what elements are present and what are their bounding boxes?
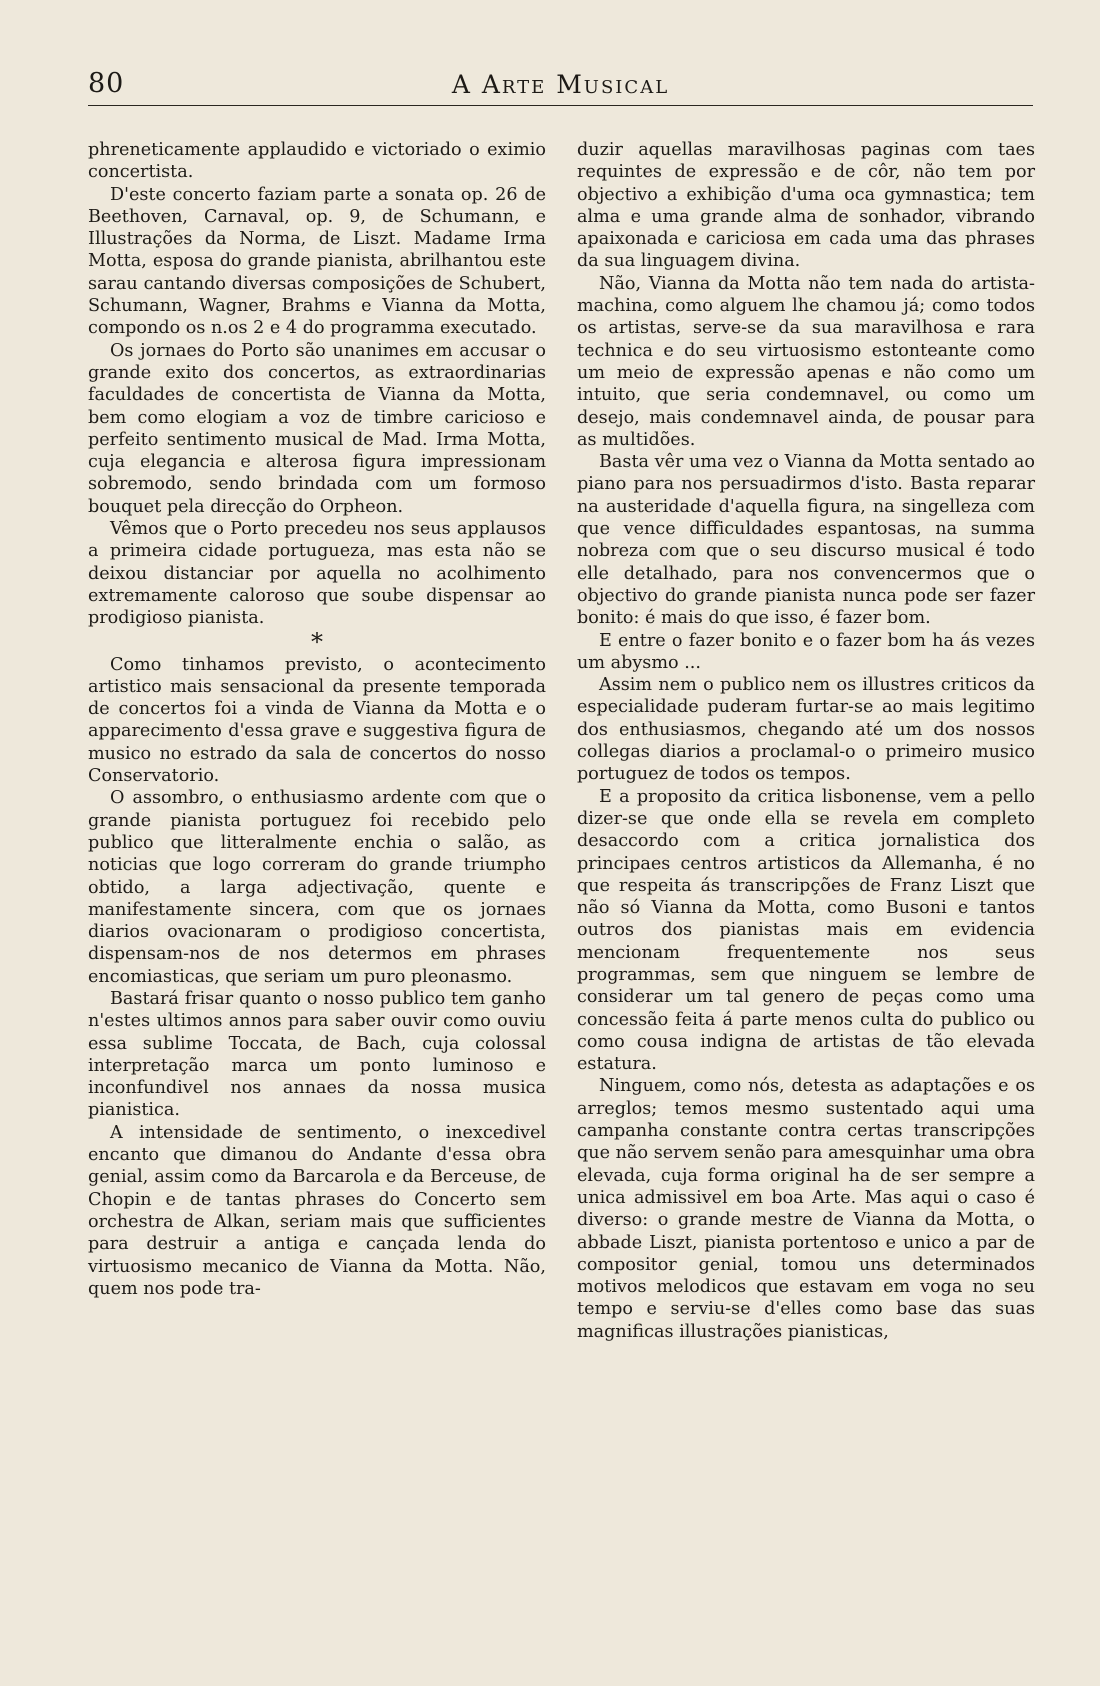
section-separator: * [311, 627, 323, 656]
paragraph: Vêmos que o Porto precedeu nos seus applausos a primeira cidade portugueza, mas esta não se deixou distanciar por aquella no acolhimento extremamente caloroso que soube dispensar ao prodigioso pianista. [88, 519, 546, 629]
paragraph: Bastará frisar quanto o nosso publico tem ganho n'estes ultimos annos para saber ouvir como ouviu essa sublime Toccata, de Bach, cuja colossal interpretação marca um ponto luminoso e inconfundivel nos annaes da nossa musica pianistica. [88, 988, 546, 1121]
paragraph: Não, Vianna da Motta não tem nada do artista-machina, como alguem lhe chamou já; como todos os artistas, serve-se da sua maravilhosa e rara technica e do seu virtuosismo estonteante como um meio de expressão apenas e não como um intuito, que seria condemnavel, ou como um desejo, mais condemnavel ainda, de pousar para as multidões. [577, 273, 1035, 450]
paragraph: A intensidade de sentimento, o inexcedivel encanto que dimanou do Andante d'essa obra genial, assim como da Barcarola e da Berceuse, de Chopin e de tantas phrases do Concerto sem orchestra de Alkan, seriam mais que sufficientes para destruir a antiga e cançada lenda do virtuosismo mecanico de Vianna da Motta. Não, quem nos pode tra- [88, 1122, 546, 1299]
paragraph: Assim nem o publico nem os illustres criticos da especialidade puderam furtar-se ao mais legitimo dos enthusiasmos, chegando até um dos nossos collegas diarios a proclamal-o o primeiro musico portuguez de todos os tempos. [577, 675, 1035, 785]
left-column [88, 139, 546, 1300]
paragraph: Como tinhamos previsto, o acontecimento artistico mais sensacional da presente temporada de concertos foi a vinda de Vianna da Motta e o apparecimento d'essa grave e suggestiva figura de musico no estrado da sala de concertos do nosso Conservatorio. [88, 654, 546, 787]
paragraph: O assombro, o enthusiasmo ardente com que o grande pianista portuguez foi recebido pelo publico que litteralmente enchia o salão, as noticias que logo correram do grande triumpho obtido, a larga adjectivação, quente e manifestamente sincera, com que os jornaes diarios ovacionaram o prodigioso concertista, dispensam-nos de nos determos em phrases encomiasticas, que seriam um puro pleonasmo. [88, 788, 546, 987]
paragraph: Ninguem, como nós, detesta as adaptações e os arreglos; temos mesmo sustentado aqui uma campanha constante contra certas transcripções que não servem senão para amesquinhar uma obra elevada, cuja forma original ha de ser sempre a unica admissivel em boa Arte. Mas aqui o caso é diverso: o grande mestre de Vianna da Motta, o abbade Liszt, pianista portentoso e unico a par de compositor genial, tomou uns determinados motivos melodicos que estavam em voga no seu tempo e serviu-se d'elles como base das suas magnificas illustrações pianisticas, [577, 1076, 1035, 1342]
paragraph: E a proposito da critica lisbonense, vem a pello dizer-se que onde ella se revela em completo desaccordo com a critica jornalistica dos principaes centros artisticos da Allemanha, é no que respeita ás transcripções de Franz Liszt que não só Vianna da Motta, como Busoni e tantos outros dos pianistas mais em evidencia mencionam frequentemente nos seus programmas, sem que ninguem se lembre de considerar um tal genero de peças como uma concessão feita á parte menos culta do publico ou como cousa indigna de artistas de tão elevada estatura. [577, 786, 1035, 1075]
paragraph: E entre o fazer bonito e o fazer bom ha ás vezes um abysmo ... [577, 630, 1035, 673]
paragraph: duzir aquellas maravilhosas paginas com taes requintes de expressão e de côr, não tem por objectivo a exhibição d'uma oca gymnastica; tem alma e uma grande alma de sonhador, vibrando apaixonada e cariciosa em cada uma das phrases da sua linguagem divina. [577, 140, 1035, 272]
paragraph: phreneticamente applaudido e victoriado o eximio concertista. [88, 140, 546, 183]
header-rule [88, 105, 1033, 106]
running-title: A Arte Musical [451, 70, 670, 99]
paragraph: Basta vêr uma vez o Vianna da Motta sentado ao piano para nos persuadirmos d'isto. Basta reparar na austeridade d'aquella figura, na singelleza com que vence difficuldades espantosas, na summa nobreza com que o seu discurso musical é todo elle detalhado, para nos convencermos que o objectivo do grande pianista nunca pode ser fazer bonito: é mais do que isso, é fazer bom. [577, 452, 1035, 629]
paragraph: D'este concerto faziam parte a sonata op. 26 de Beethoven, Carnaval, op. 9, de Schumann, e Illustrações da Norma, de Liszt. Madame Irma Motta, esposa do grande pianista, abrilhantou este sarau cantando diversas composições de Schubert, Schumann, Wagner, Brahms e Vianna da Motta, compondo os n.os 2 e 4 do programma executado. [88, 184, 546, 339]
page-number: 80 [88, 68, 125, 99]
paragraph: Os jornaes do Porto são unanimes em accusar o grande exito dos concertos, as extraordinarias faculdades de concertista de Vianna da Motta, bem como elogiam a voz de timbre caricioso e perfeito sentimento musical de Mad. Irma Motta, cuja elegancia e alterosa figura impressionam sobremodo, sendo brindada com um formoso bouquet pela direcção do Orpheon. [88, 340, 546, 517]
right-column [577, 139, 1035, 1343]
page-header [88, 66, 1033, 106]
